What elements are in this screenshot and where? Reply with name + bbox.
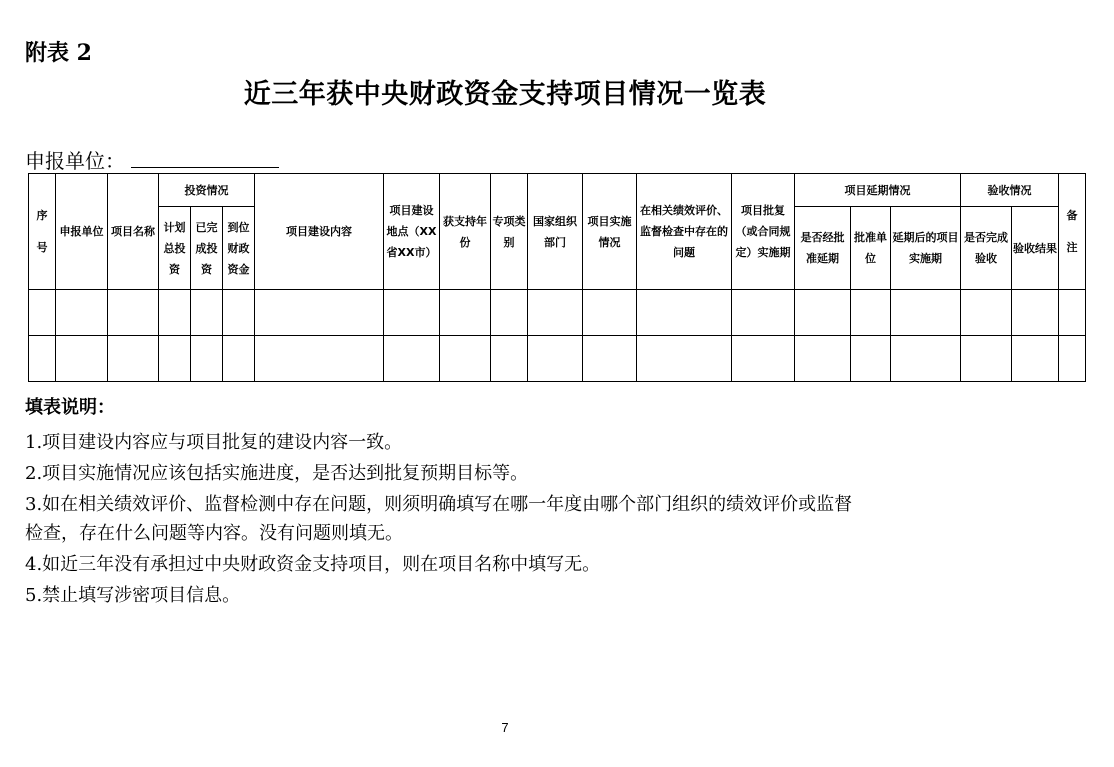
col-investment-group: 投资情况	[159, 174, 255, 207]
unit-label: 申报单位：	[25, 149, 125, 173]
note-item: 3.如在相关绩效评价、监督检测中存在问题，则须明确填写在哪一年度由哪个部门组织的绩效评价或监督	[25, 494, 853, 515]
note-item: 5.禁止填写涉密项目信息。	[25, 585, 241, 606]
col-support-year: 获支持年份	[440, 174, 491, 290]
col-completed-investment: 已完成投资	[191, 207, 223, 290]
col-acceptance-group: 验收情况	[961, 174, 1059, 207]
col-remarks: 备 注	[1059, 174, 1086, 290]
note-item: 2.项目实施情况应该包括实施进度，是否达到批复预期目标等。	[25, 463, 529, 484]
project-table	[28, 173, 1086, 382]
col-content: 项目建设内容	[255, 174, 384, 290]
appendix-label: 附表 2	[25, 40, 92, 66]
col-dept: 国家组织部门	[528, 174, 583, 290]
col-approval-period: 项目批复（或合同规定）实施期	[732, 174, 795, 290]
col-project-name: 项目名称	[108, 174, 159, 290]
note-item: 4.如近三年没有承担过中央财政资金支持项目，则在项目名称中填写无。	[25, 554, 601, 575]
col-approving-unit: 批准单位	[851, 207, 891, 290]
col-fiscal-funds: 到位财政资金	[223, 207, 255, 290]
page-number: 7	[501, 720, 509, 735]
col-extension-group: 项目延期情况	[795, 174, 961, 207]
col-location: 项目建设地点（XX省XX市）	[384, 174, 440, 290]
note-item: 1.项目建设内容应与项目批复的建设内容一致。	[25, 432, 403, 453]
col-issues: 在相关绩效评价、监督检查中存在的问题	[637, 174, 732, 290]
unit-blank-line	[131, 147, 279, 168]
col-extension-approved: 是否经批准延期	[795, 207, 851, 290]
page-title: 近三年获中央财政资金支持项目情况一览表	[243, 79, 767, 110]
col-acceptance-result: 验收结果	[1012, 207, 1059, 290]
col-extended-period: 延期后的项目实施期	[891, 207, 961, 290]
unit-field	[25, 145, 279, 174]
col-acceptance-done: 是否完成验收	[961, 207, 1012, 290]
table-row	[29, 290, 1086, 336]
note-item: 检查，存在什么问题等内容。没有问题则填无。	[25, 523, 403, 544]
notes-title: 填表说明：	[25, 397, 115, 418]
col-unit: 申报单位	[56, 174, 108, 290]
col-planned-investment: 计划总投资	[159, 207, 191, 290]
col-category: 专项类别	[491, 174, 528, 290]
col-implementation: 项目实施情况	[583, 174, 637, 290]
table-row	[29, 336, 1086, 382]
col-seq: 序 号	[29, 174, 56, 290]
